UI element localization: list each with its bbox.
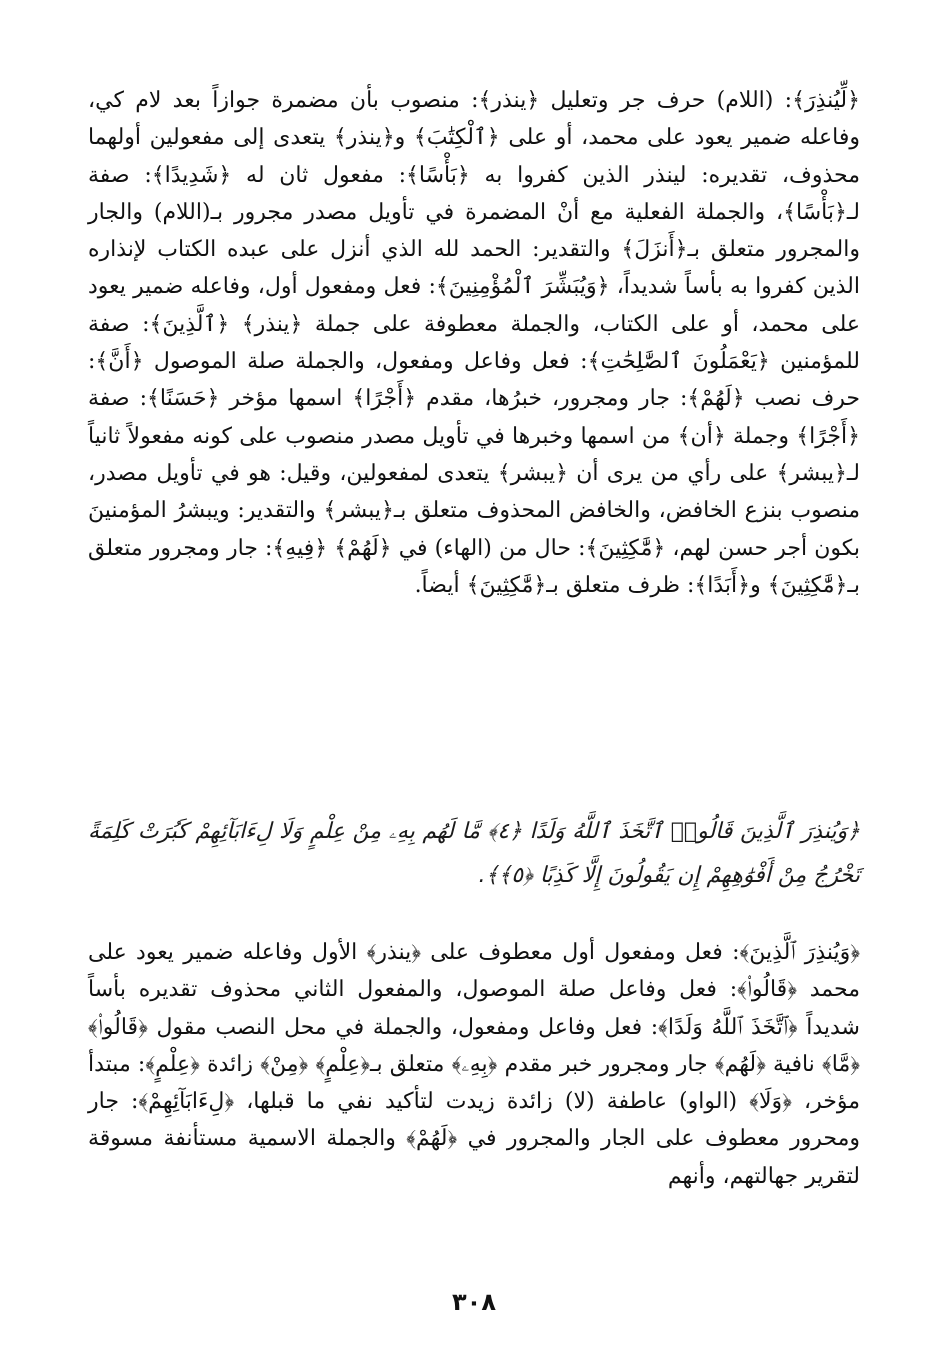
commentary-block [88,82,860,1234]
quran-verse: ﴿وَيُنذِرَ ٱلَّذِينَ قَالُوا۟ ٱتَّخَذَ ٱللَّهُ وَلَدًا ﴿٤﴾ مَّا لَهُم بِهِۦ مِنْ عِلْمٍ وَلَا لِءَابَآئِهِمْ كَبُرَتْ كَلِمَةً تَخْرُجُ مِنْ أَفْوَٰهِهِمْ إِن يَقُولُونَ إِلَّا كَذِبًا ﴿٥﴾﴾. [88,819,860,888]
commentary-paragraph-1: ﴿لِّيُنذِرَ﴾: (اللام) حرف جر وتعليل ﴿ينذر﴾: منصوب بأن مضمرة جوازاً بعد لام كي، وفاعله ضمير يعود على محمد، أو على ﴿ٱلْكِتَٰبَ﴾ و﴿ينذر﴾ يتعدى إلى مفعولين أولهما محذوف، تقديره: لينذر الذين كفروا به ﴿بَأْسًا﴾: مفعول ثان له ﴿شَدِيدًا﴾: صفة لـ﴿بَأْسًا﴾، والجملة الفعلية مع أنْ المضمرة في تأويل مصدر مجرور بـ(اللام) والجار والمجرور متعلق بـ﴿أَنزَلَ﴾ والتقدير: الحمد لله الذي أنزل على عبده الكتاب لإنذاره الذين كفروا به بأساً شديداً، ﴿وَيُبَشِّرَ ٱلْمُؤْمِنِينَ﴾: فعل ومفعول أول، وفاعله ضمير يعود على محمد، أو على الكتاب، والجملة معطوفة على جملة ﴿ينذر﴾ ﴿ٱلَّذِينَ﴾: صفة للمؤمنين ﴿يَعْمَلُونَ ٱلصَّٰلِحَٰتِ﴾: فعل وفاعل ومفعول، والجملة صلة الموصول ﴿أَنَّ﴾: حرف نصب ﴿لَهُمْ﴾: جار ومجرور، خبرُها، مقدم ﴿أَجْرًا﴾ اسمها مؤخر ﴿حَسَنًا﴾: صفة ﴿أَجْرًا﴾ وجملة ﴿أن﴾ من اسمها وخبرها في تأويل مصدر منصوب على كونه مفعولاً ثانياً لـ﴿يبشر﴾ على رأي من يرى أن ﴿يبشر﴾ يتعدى لمفعولين، وقيل: هو في تأويل مصدر، منصوب بنزع الخافض، والخافض المحذوف متعلق بـ﴿يبشر﴾ والتقدير: ويبشرُ المؤمنينَ بكون أجر حسن لهم، ﴿مَّٰكِثِينَ﴾: حال من (الهاء) في ﴿لَهُمْ﴾ ﴿فِيهِ﴾: جار ومجرور متعلق بـ﴿مَّٰكِثِينَ﴾ و﴿أَبَدًا﴾: ظرف متعلق بـ﴿مَّٰكِثِينَ﴾ أيضاً. [88,88,861,598]
commentary-paragraph-2: ﴿وَيُنذِرَ ٱلَّذِينَ﴾: فعل ومفعول أول معطوف على ﴿ينذر﴾ الأول وفاعله ضمير يعود على محمد ﴿قَالُوا۟﴾: فعل وفاعل صلة الموصول، والمفعول الثاني محذوف تقديره بأساً شديداً ﴿ٱتَّخَذَ ٱللَّهُ وَلَدًا﴾: فعل وفاعل ومفعول، والجملة في محل النصب مقول ﴿قَالُوا۟﴾ ﴿مَّا﴾ نافية ﴿لَهُم﴾ جار ومجرور خبر مقدم ﴿بِهِۦ﴾ متعلق بـ﴿عِلْمٍ﴾ ﴿مِنْ﴾ زائدة ﴿عِلْمٍ﴾: مبتدأ مؤخر، ﴿وَلَا﴾ (الواو) عاطفة (لا) زائدة زيدت لتأكيد نفي ما قبلها، ﴿لِءَابَآئِهِمْ﴾: جار ومحرور معطوف على الجار والمجرور في ﴿لَهُمْ﴾ والجملة الاسمية مستأنفة مسوقة لتقرير جهالتهم، وأنهم [88,940,860,1189]
page-number: ٣٠٨ [452,1288,496,1316]
